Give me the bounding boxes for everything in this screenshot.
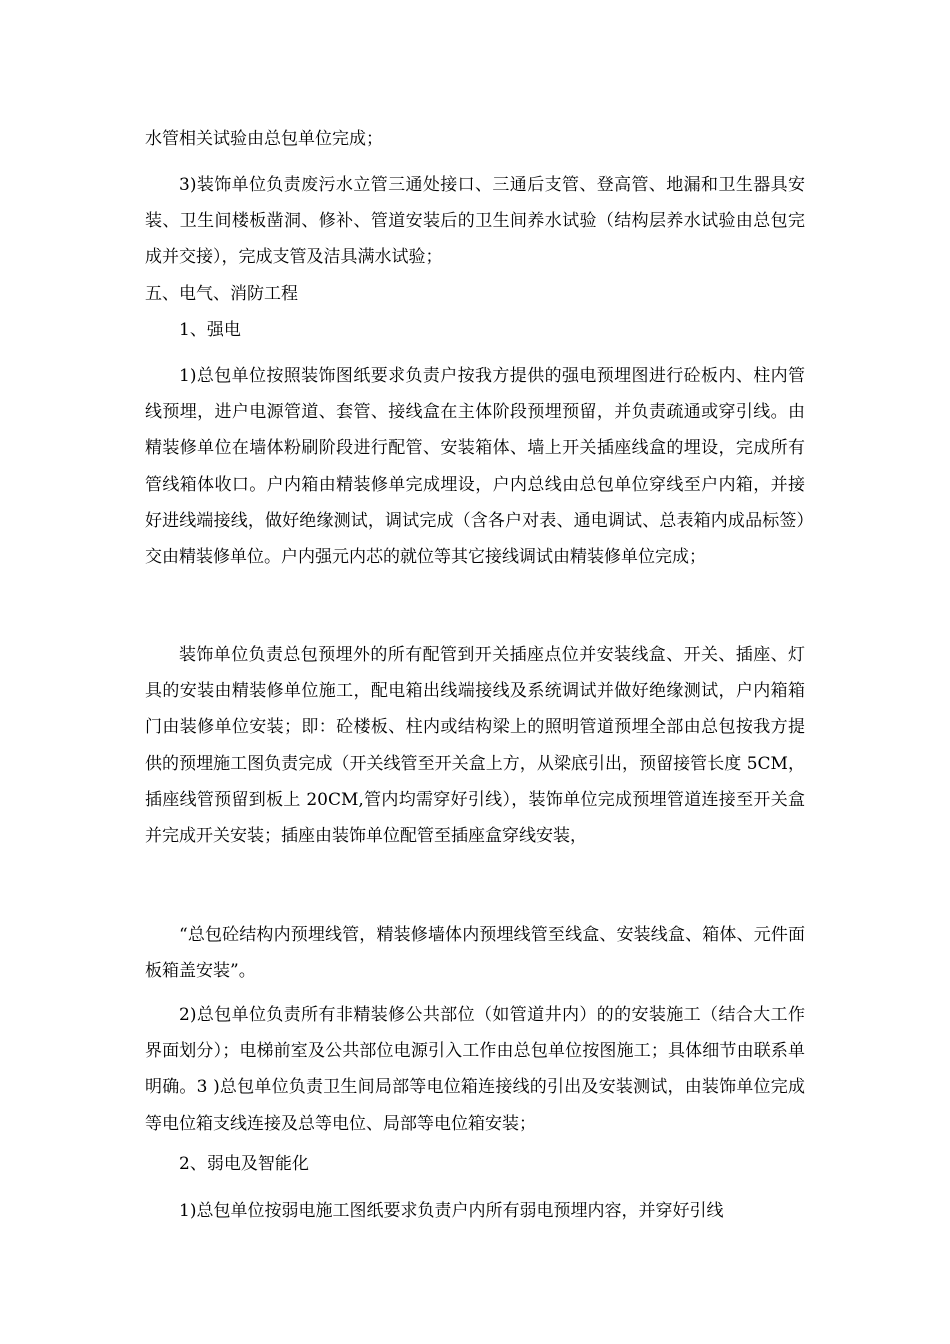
subsection-heading-weak-current: 2、弱电及智能化 [179, 1154, 309, 1174]
paragraph-decoration-wiring: 装饰单位负责总包预埋外的所有配管到开关插座点位并安装线盒、开关、插座、灯具的安装由精装修单位施工，配电箱出线端接线及系统调试并做好绝缘测试，户内箱箱门由装修单位安装；即：砼楼板、柱内或结构梁上的照明管道预埋全部由总包按我方提供的预埋施工图负责完成（开关线管至开关盒上方，从梁底引出，预留接管长度 5CM，插座线管预留到板上 20CM,管内均需穿好引线），装饰单位完成预埋管道连接至开关盒并完成开关安装；插座由装饰单位配管至插座盒穿线安装， [145, 645, 805, 847]
paragraph-quote-summary: “总包砼结构内预埋线管，精装修墙体内预埋线管至线盒、安装线盒、箱体、元件面板箱盖安装”。 [145, 925, 805, 982]
section-heading-electrical-fire: 五、电气、消防工程 [145, 284, 298, 304]
paragraph-strong-current-1: 1)总包单位按照装饰图纸要求负责户按我方提供的强电预埋图进行砼板内、柱内管线预埋，进户电源管道、套管、接线盒在主体阶段预埋预留，并负责疏通或穿引线。由精装修单位在墙体粉刷阶段进行配管、安装箱体、墙上开关插座线盒的埋设，完成所有管线箱体收口。户内箱由精装修单完成埋设，户内总线由总包单位穿线至户内箱，并接好进线端接线，做好绝缘测试，调试完成（含各户对表、通电调试、总表箱内成品标签）交由精装修单位。户内强元内芯的就位等其它接线调试由精装修单位完成； [145, 366, 805, 568]
paragraph-weak-current-1: 1)总包单位按弱电施工图纸要求负责户内所有弱电预埋内容，并穿好引线 [179, 1201, 724, 1221]
paragraph-strong-current-2: 2)总包单位负责所有非精装修公共部位（如管道井内）的的安装施工（结合大工作界面划分）；电梯前室及公共部位电源引入工作由总包单位按图施工；具体细节由联系单明确。3 )总包单位负责卫生间局部等电位箱连接线的引出及安装测试，由装饰单位完成等电位箱支线连接及总等电位、局部等电位箱安装； [145, 1005, 805, 1134]
paragraph-water-test: 水管相关试验由总包单位完成； [145, 129, 383, 149]
paragraph-decoration-drainage: 3)装饰单位负责废污水立管三通处接口、三通后支管、登高管、地漏和卫生器具安装、卫生间楼板凿洞、修补、管道安装后的卫生间养水试验（结构层养水试验由总包完成并交接），完成支管及洁具满水试验； [145, 175, 805, 268]
subsection-heading-strong-current: 1、强电 [179, 320, 241, 340]
